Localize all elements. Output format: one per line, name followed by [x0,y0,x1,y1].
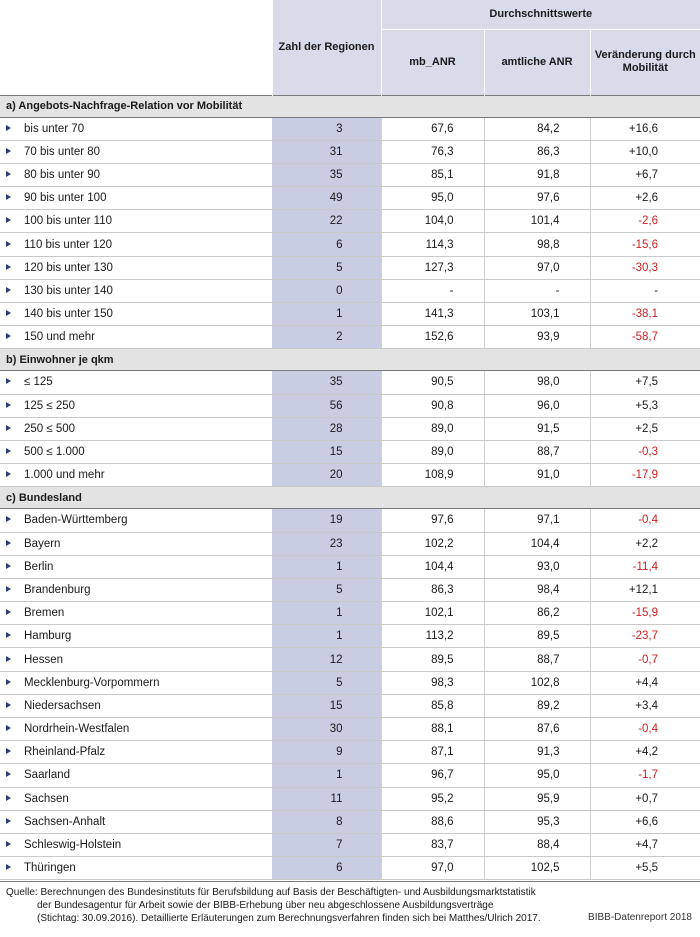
change-value: +6,6 [590,810,700,833]
row-label-cell [0,163,272,186]
triangle-bullet-icon [6,425,11,431]
triangle-bullet-icon [6,171,11,177]
mb-anr-value: 87,1 [381,741,484,764]
region-count: 11 [272,787,381,810]
row-label: Mecklenburg-Vorpommern [24,676,160,689]
mb-anr-value: 88,6 [381,810,484,833]
table-row [0,625,700,648]
mb-anr-value: - [381,279,484,302]
table-row [0,417,700,440]
header-durchschnittswerte: Durchschnittswerte [381,0,700,29]
mb-anr-value: 97,6 [381,509,484,532]
table-row [0,602,700,625]
region-count: 1 [272,303,381,326]
region-count: 23 [272,532,381,555]
change-value: -58,7 [590,326,700,349]
amtliche-anr-value: 97,6 [484,187,590,210]
row-label: Hessen [24,653,63,666]
amtliche-anr-value: 95,3 [484,810,590,833]
mb-anr-value: 76,3 [381,140,484,163]
amtliche-anr-value: 91,5 [484,417,590,440]
amtliche-anr-value: 103,1 [484,303,590,326]
row-label: 140 bis unter 150 [24,308,113,321]
row-label-cell [0,671,272,694]
amtliche-anr-value: 98,4 [484,578,590,601]
triangle-bullet-icon [6,310,11,316]
mb-anr-value: 114,3 [381,233,484,256]
row-label-cell [0,532,272,555]
header-blank-cell [0,0,272,95]
section-title: a) Angebots-Nachfrage-Relation vor Mobilität [0,95,700,117]
table-row [0,671,700,694]
change-value: - [590,279,700,302]
region-count: 6 [272,857,381,880]
row-label: 90 bis unter 100 [24,192,107,205]
table-row [0,394,700,417]
mb-anr-value: 108,9 [381,464,484,487]
row-label-cell [0,833,272,856]
amtliche-anr-value: 98,8 [484,233,590,256]
row-label: Baden-Württemberg [24,514,128,527]
change-value: -2,6 [590,210,700,233]
mb-anr-value: 90,8 [381,394,484,417]
row-label-cell [0,764,272,787]
mb-anr-value: 89,5 [381,648,484,671]
amtliche-anr-value: 93,0 [484,555,590,578]
row-label: 1.000 und mehr [24,469,105,482]
row-label: 150 und mehr [24,331,95,344]
region-count: 30 [272,718,381,741]
region-count: 5 [272,578,381,601]
change-value: -15,6 [590,233,700,256]
region-count: 0 [272,279,381,302]
amtliche-anr-value: 101,4 [484,210,590,233]
region-count: 5 [272,671,381,694]
triangle-bullet-icon [6,241,11,247]
table-row [0,117,700,140]
triangle-bullet-icon [6,194,11,200]
amtliche-anr-value: 89,2 [484,694,590,717]
amtliche-anr-value: 84,2 [484,117,590,140]
region-count: 1 [272,625,381,648]
mb-anr-value: 88,1 [381,718,484,741]
table-row [0,210,700,233]
triangle-bullet-icon [6,748,11,754]
section-title: b) Einwohner je qkm [0,349,700,371]
triangle-bullet-icon [6,702,11,708]
amtliche-anr-value: 91,0 [484,464,590,487]
table-row [0,187,700,210]
change-value: +12,1 [590,578,700,601]
row-label-cell [0,417,272,440]
mb-anr-value: 127,3 [381,256,484,279]
region-count: 20 [272,464,381,487]
amtliche-anr-value: 104,4 [484,532,590,555]
table-row [0,578,700,601]
change-value: -11,4 [590,555,700,578]
row-label-cell [0,303,272,326]
triangle-bullet-icon [6,402,11,408]
row-label: Bayern [24,537,61,550]
row-label-cell [0,464,272,487]
row-label-cell [0,625,272,648]
row-label-cell [0,509,272,532]
table-row [0,857,700,880]
region-count: 1 [272,555,381,578]
change-value: +5,3 [590,394,700,417]
amtliche-anr-value: 102,8 [484,671,590,694]
row-label-cell [0,602,272,625]
triangle-bullet-icon [6,725,11,731]
mb-anr-value: 102,1 [381,602,484,625]
row-label-cell [0,555,272,578]
section-title: c) Bundesland [0,487,700,509]
mb-anr-value: 104,0 [381,210,484,233]
amtliche-anr-value: 102,5 [484,857,590,880]
table-row [0,694,700,717]
row-label: Berlin [24,560,54,573]
footnote-line-1: Quelle: Berechnungen des Bundesinstituts für Berufsbildung auf Basis der Beschäftigten- und Ausbildungsmarktstatistik [6,887,536,898]
amtliche-anr-value: 97,0 [484,256,590,279]
row-label: 80 bis unter 90 [24,168,101,181]
row-label-cell [0,279,272,302]
header-count: Zahl der Regionen [272,0,381,95]
region-count: 49 [272,187,381,210]
triangle-bullet-icon [6,586,11,592]
table-row [0,532,700,555]
mb-anr-value: 89,0 [381,417,484,440]
triangle-bullet-icon [6,795,11,801]
change-value: -1,7 [590,764,700,787]
mb-anr-value: 95,0 [381,187,484,210]
row-label: 100 bis unter 110 [24,215,113,228]
triangle-bullet-icon [6,632,11,638]
mb-anr-value: 85,8 [381,694,484,717]
row-label: Sachsen-Anhalt [24,815,106,828]
region-count: 19 [272,509,381,532]
row-label: bis unter 70 [24,122,85,135]
triangle-bullet-icon [6,818,11,824]
section-header-row [0,349,700,371]
table-row [0,764,700,787]
row-label: Sachsen [24,792,69,805]
region-count: 1 [272,764,381,787]
table-row [0,163,700,186]
row-label-cell [0,140,272,163]
change-value: +10,0 [590,140,700,163]
region-count: 31 [272,140,381,163]
row-label: 250 ≤ 500 [24,422,76,435]
triangle-bullet-icon [6,333,11,339]
amtliche-anr-value: 87,6 [484,718,590,741]
row-label: Saarland [24,769,71,782]
row-label: Thüringen [24,862,76,875]
triangle-bullet-icon [6,656,11,662]
triangle-bullet-icon [6,125,11,131]
row-label: 130 bis unter 140 [24,284,113,297]
row-label-cell [0,810,272,833]
region-count: 3 [272,117,381,140]
table-row [0,787,700,810]
row-label-cell [0,394,272,417]
row-label: Schleswig-Holstein [24,839,122,852]
row-label-cell [0,741,272,764]
amtliche-anr-value: 91,8 [484,163,590,186]
row-label: Rheinland-Pfalz [24,746,106,759]
mb-anr-value: 113,2 [381,625,484,648]
change-value: +2,2 [590,532,700,555]
mb-anr-value: 90,5 [381,371,484,394]
row-label-cell [0,578,272,601]
row-label: 70 bis unter 80 [24,145,101,158]
row-label: Niedersachsen [24,699,101,712]
section-header-row [0,95,700,117]
triangle-bullet-icon [6,516,11,522]
mb-anr-value: 96,7 [381,764,484,787]
region-count: 6 [272,233,381,256]
amtliche-anr-value: - [484,279,590,302]
amtliche-anr-value: 93,9 [484,326,590,349]
row-label: ≤ 125 [24,376,53,389]
table-body [0,95,700,880]
triangle-bullet-icon [6,771,11,777]
table-row [0,509,700,532]
region-count: 5 [272,256,381,279]
table-row [0,741,700,764]
header-amtliche-anr: amtliche ANR [484,29,590,95]
mb-anr-value: 85,1 [381,163,484,186]
region-count: 1 [272,602,381,625]
region-count: 56 [272,394,381,417]
table-row [0,140,700,163]
change-value: +16,6 [590,117,700,140]
row-label-cell [0,787,272,810]
row-label: 500 ≤ 1.000 [24,446,85,459]
mb-anr-value: 141,3 [381,303,484,326]
amtliche-anr-value: 89,5 [484,625,590,648]
change-value: +2,6 [590,187,700,210]
row-label-cell [0,187,272,210]
row-label: Hamburg [24,630,72,643]
triangle-bullet-icon [6,378,11,384]
triangle-bullet-icon [6,448,11,454]
amtliche-anr-value: 95,0 [484,764,590,787]
triangle-bullet-icon [6,287,11,293]
mb-anr-value: 67,6 [381,117,484,140]
mb-anr-value: 89,0 [381,440,484,463]
region-count: 15 [272,440,381,463]
triangle-bullet-icon [6,864,11,870]
change-value: -30,3 [590,256,700,279]
table-row [0,810,700,833]
mb-anr-value: 98,3 [381,671,484,694]
change-value: +0,7 [590,787,700,810]
mb-anr-value: 83,7 [381,833,484,856]
region-count: 12 [272,648,381,671]
table-row [0,256,700,279]
change-value: +6,7 [590,163,700,186]
change-value: -0,7 [590,648,700,671]
header-mb-anr: mb_ANR [381,29,484,95]
mb-anr-value: 152,6 [381,326,484,349]
table-row [0,326,700,349]
amtliche-anr-value: 88,7 [484,648,590,671]
footnote-line-2: der Bundesagentur für Arbeit sowie der BIBB-Erhebung über neu abgeschlossene Ausbildungsverträge [37,900,494,911]
triangle-bullet-icon [6,264,11,270]
row-label-cell [0,718,272,741]
amtliche-anr-value: 86,2 [484,602,590,625]
table-bottom-rule [0,881,700,882]
triangle-bullet-icon [6,609,11,615]
region-count: 7 [272,833,381,856]
amtliche-anr-value: 96,0 [484,394,590,417]
mb-anr-value: 97,0 [381,857,484,880]
change-value: -38,1 [590,303,700,326]
change-value: -0,4 [590,718,700,741]
region-count: 35 [272,163,381,186]
table-row [0,555,700,578]
row-label: 120 bis unter 130 [24,261,113,274]
amtliche-anr-value: 95,9 [484,787,590,810]
mb-anr-value: 104,4 [381,555,484,578]
table-row [0,440,700,463]
change-value: -0,3 [590,440,700,463]
row-label-cell [0,256,272,279]
triangle-bullet-icon [6,841,11,847]
table-row [0,233,700,256]
row-label: 125 ≤ 250 [24,399,76,412]
row-label-cell [0,233,272,256]
change-value: -0,4 [590,509,700,532]
region-count: 22 [272,210,381,233]
change-value: -15,9 [590,602,700,625]
header-veraenderung: Veränderung durch Mobilität [590,29,700,95]
change-value: +3,4 [590,694,700,717]
row-label-cell [0,694,272,717]
region-count: 15 [272,694,381,717]
region-count: 8 [272,810,381,833]
row-label-cell [0,857,272,880]
section-header-row [0,487,700,509]
row-label: Brandenburg [24,583,91,596]
region-count: 9 [272,741,381,764]
table-row [0,648,700,671]
triangle-bullet-icon [6,217,11,223]
mb-anr-value: 102,2 [381,532,484,555]
triangle-bullet-icon [6,148,11,154]
table-row [0,718,700,741]
change-value: +4,2 [590,741,700,764]
triangle-bullet-icon [6,471,11,477]
triangle-bullet-icon [6,540,11,546]
mb-anr-value: 86,3 [381,578,484,601]
footnote-line-3: (Stichtag: 30.09.2016). Detaillierte Erläuterungen zum Berechnungsverfahren finden sich bei Matthes/Ulrich 2017. [37,913,541,924]
mb-anr-value: 95,2 [381,787,484,810]
amtliche-anr-value: 88,7 [484,440,590,463]
change-value: +2,5 [590,417,700,440]
region-count: 28 [272,417,381,440]
change-value: +4,7 [590,833,700,856]
amtliche-anr-value: 97,1 [484,509,590,532]
region-count: 35 [272,371,381,394]
amtliche-anr-value: 98,0 [484,371,590,394]
footnote [6,886,686,925]
amtliche-anr-value: 91,3 [484,741,590,764]
table-row [0,371,700,394]
row-label-cell [0,648,272,671]
row-label-cell [0,326,272,349]
change-value: +7,5 [590,371,700,394]
amtliche-anr-value: 86,3 [484,140,590,163]
change-value: -23,7 [590,625,700,648]
row-label-cell [0,371,272,394]
row-label: Bremen [24,607,65,620]
region-count: 2 [272,326,381,349]
table-row [0,279,700,302]
change-value: +5,5 [590,857,700,880]
triangle-bullet-icon [6,679,11,685]
source-credit: BIBB-Datenreport 2018 [588,912,692,923]
change-value: -17,9 [590,464,700,487]
change-value: +4,4 [590,671,700,694]
row-label: Nordrhein-Westfalen [24,723,130,736]
row-label-cell [0,117,272,140]
triangle-bullet-icon [6,563,11,569]
row-label-cell [0,210,272,233]
table-row [0,464,700,487]
row-label: 110 bis unter 120 [24,238,113,251]
table-row [0,303,700,326]
amtliche-anr-value: 88,4 [484,833,590,856]
row-label-cell [0,440,272,463]
table-row [0,833,700,856]
